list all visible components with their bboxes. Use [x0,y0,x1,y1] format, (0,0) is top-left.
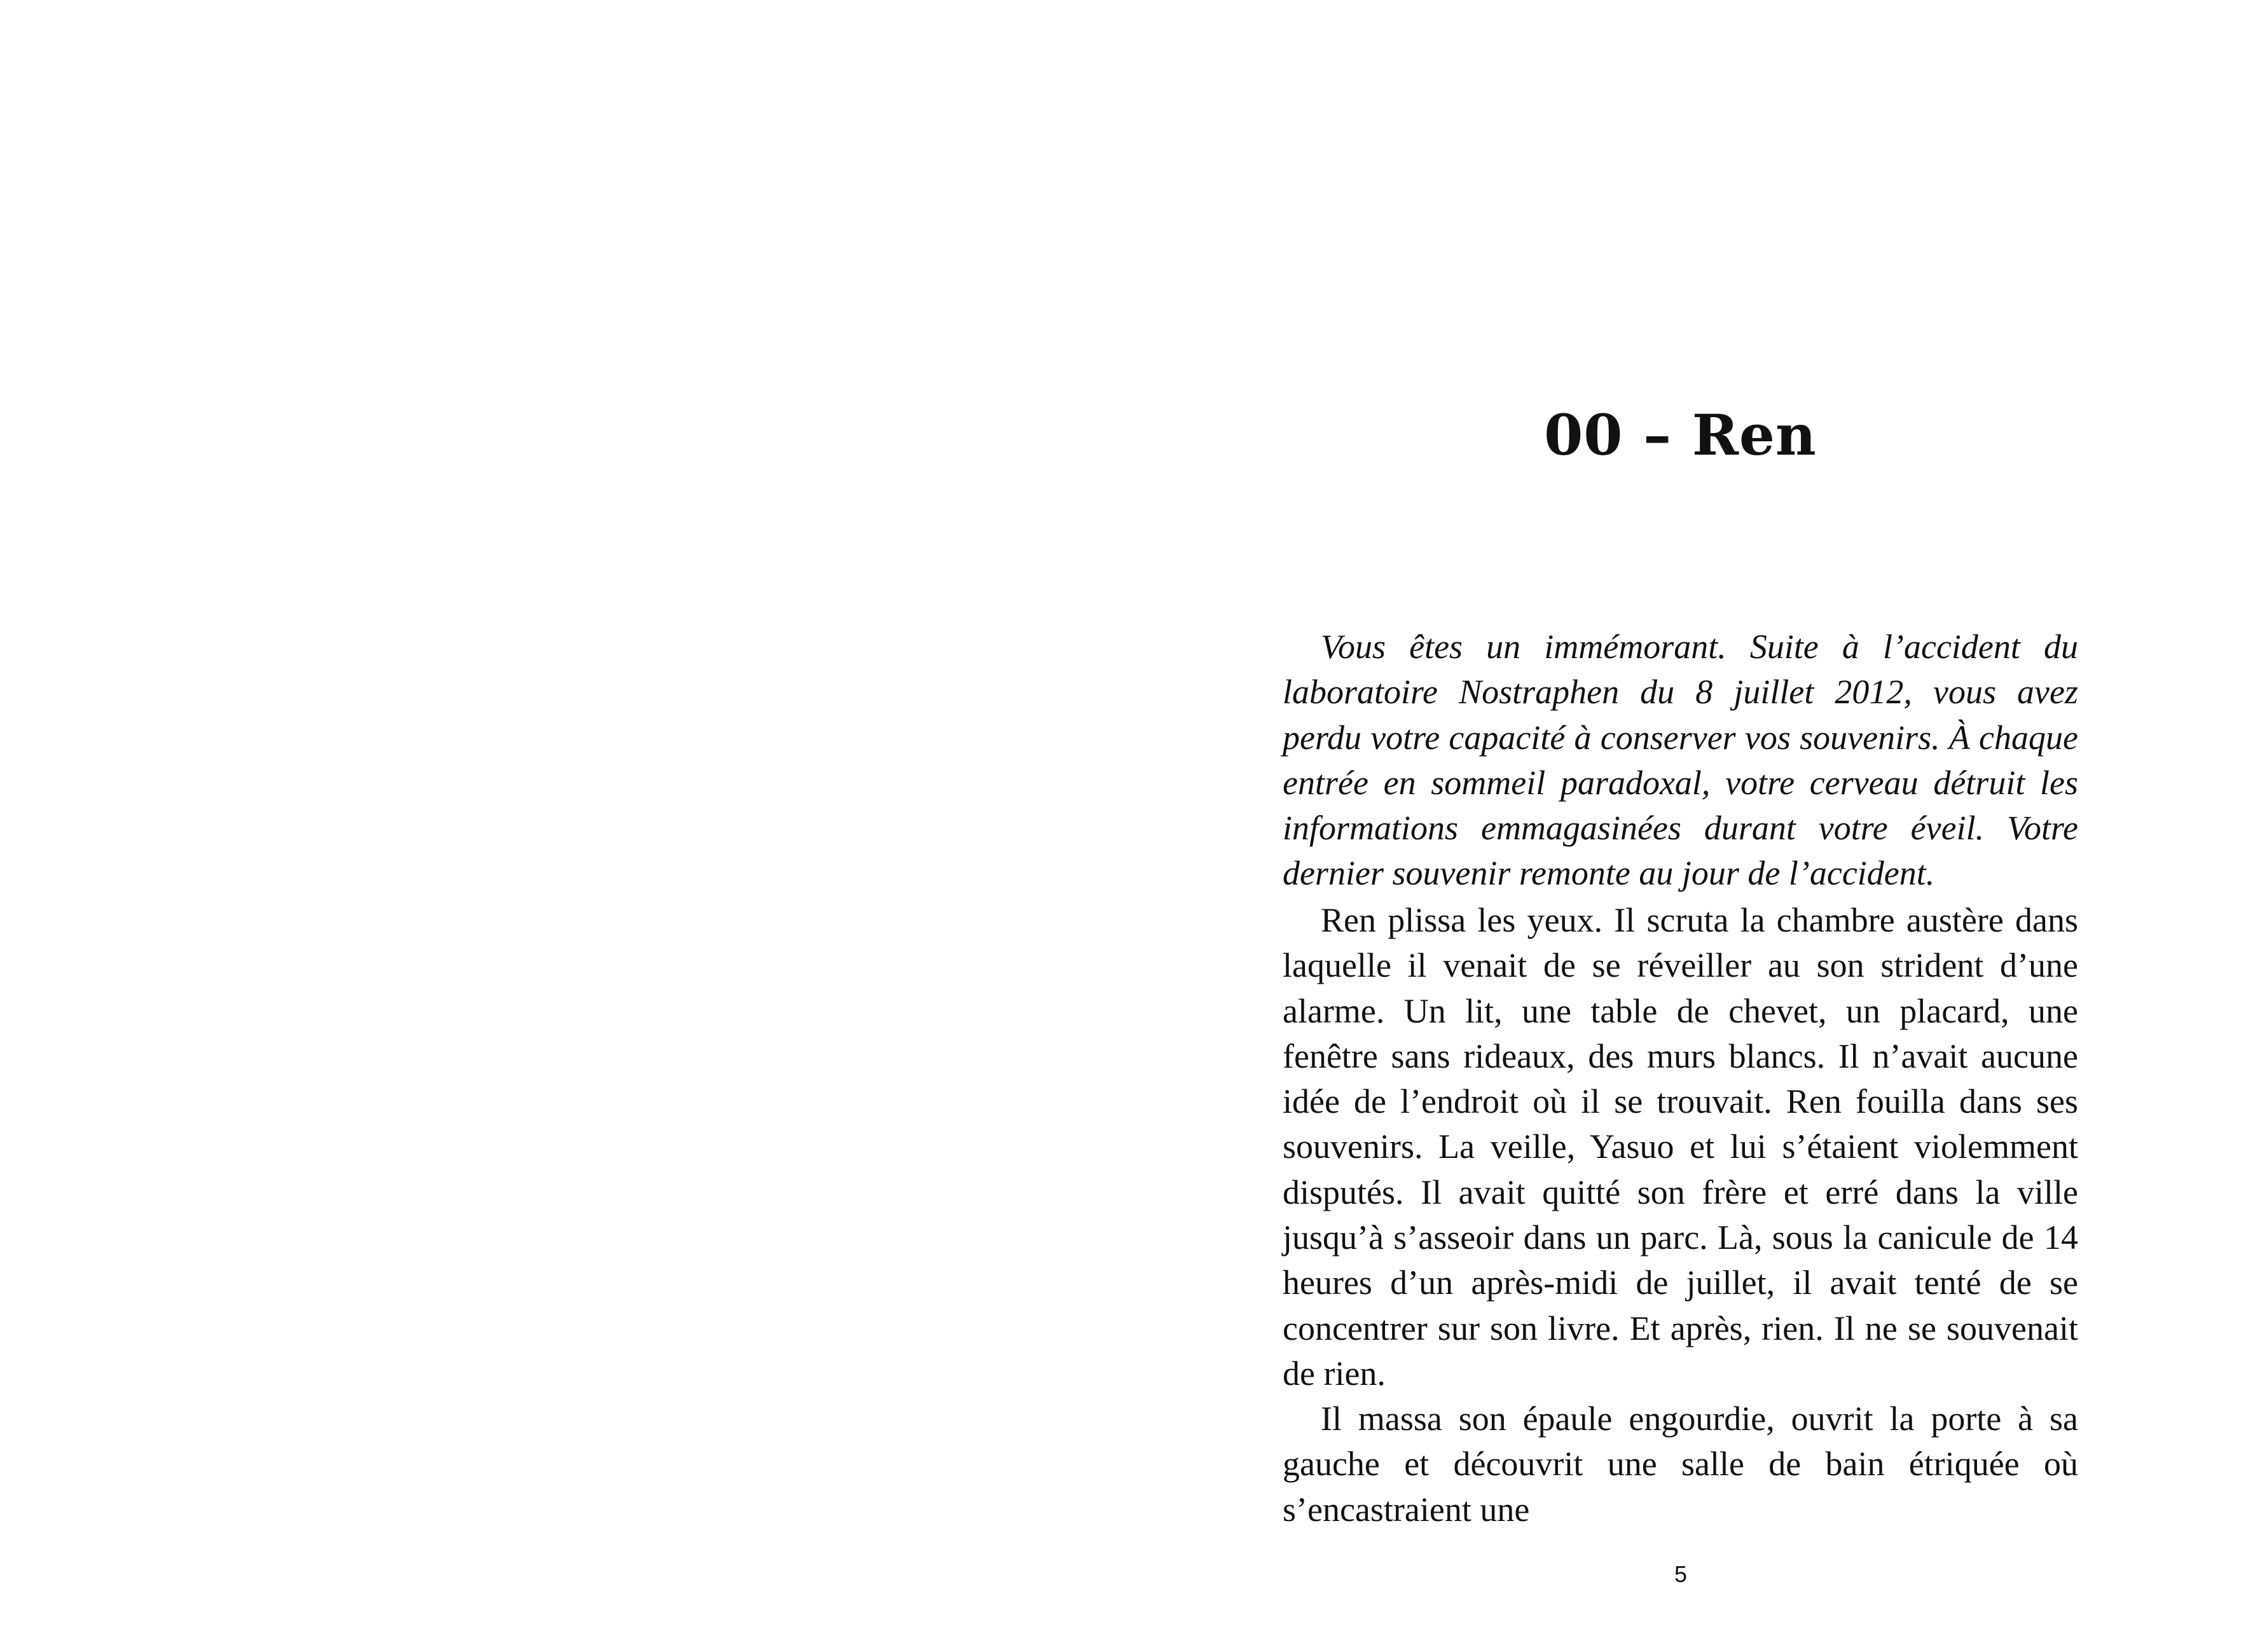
intro-block [1283,624,2078,897]
chapter-title: 00 – Ren [1544,402,1817,468]
left-page-blank [0,0,1126,1652]
body-block-1 [1283,898,2078,1396]
intro-paragraph: Vous êtes un immémorant. Suite à l’accident du laboratoire Nostraphen du 8 juillet 2012, vous avez perdu votre capacité à conserver vos souvenirs. À chaque entrée en sommeil paradoxal, votre cerveau détruit les informations emmagasinées durant votre éveil. Votre dernier souvenir remonte au jour de l’accident. [1283,628,2078,893]
page-number: 5 [1674,1561,1688,1587]
body-paragraph: Il massa son épaule engourdie, ouvrit la porte à sa gauche et découvrit une salle de bain étriquée où s’encastraient une [1283,1400,2078,1529]
body-paragraph: Ren plissa les yeux. Il scruta la chambre austère dans laquelle il venait de se réveiller au son strident d’une alarme. Un lit, une table de chevet, un placard, une fenêtre sans rideaux, des murs blancs. Il n’avait aucune idée de l’endroit où il se trouvait. Ren fouilla dans ses souvenirs. La veille, Yasuo et lui s’étaient violemment disputés. Il avait quitté son frère et erré dans la ville jusqu’à s’asseoir dans un parc. Là, sous la canicule de 14 heures d’un après-midi de juillet, il avait tenté de se concentrer sur son livre. Et après, rien. Il ne se souvenait de rien. [1283,901,2078,1393]
body-block-2 [1283,1396,2078,1532]
